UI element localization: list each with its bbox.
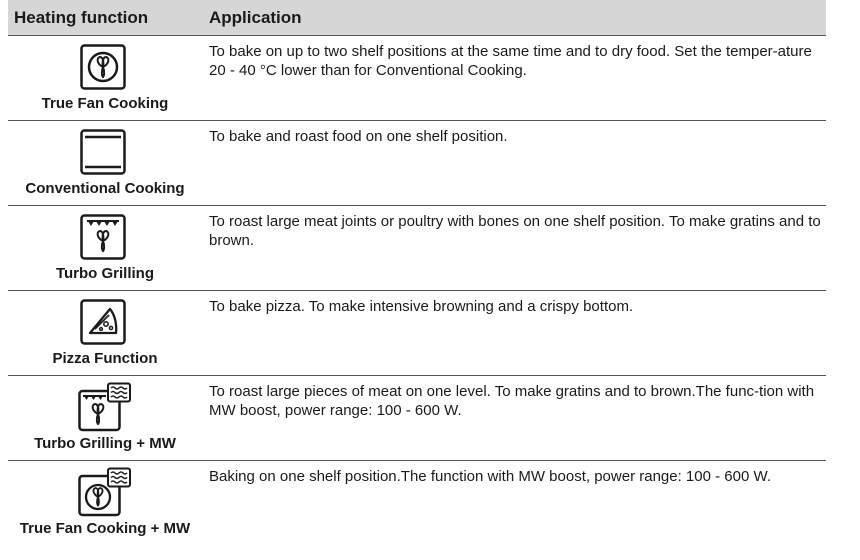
true-fan-cooking-mw-icon xyxy=(78,467,132,517)
heating-functions-table xyxy=(8,0,826,553)
function-application: To roast large meat joints or poultry with bones on one shelf position. To make gratins and to brown. xyxy=(209,213,821,249)
header-application: Application xyxy=(209,8,302,27)
function-name: True Fan Cooking xyxy=(41,95,169,112)
function-name: Pizza Function xyxy=(52,350,158,367)
function-name: Turbo Grilling + MW xyxy=(34,435,176,452)
true-fan-cooking-icon xyxy=(80,44,126,90)
function-name: True Fan Cooking + MW xyxy=(19,520,191,537)
table-row xyxy=(8,205,826,290)
function-application: To bake and roast food on one shelf position. xyxy=(209,128,508,145)
table-row xyxy=(8,120,826,205)
function-application: Baking on one shelf position.The function with MW boost, power range: 100 - 600 W. xyxy=(209,468,771,485)
table-row xyxy=(8,35,826,120)
function-application: To bake pizza. To make intensive browning and a crispy bottom. xyxy=(209,298,634,315)
turbo-grilling-icon xyxy=(80,214,126,260)
header-heating-function: Heating function xyxy=(14,8,149,27)
function-application: To bake on up to two shelf positions at the same time and to dry food. Set the temper-ature 20 - 40 °C lower than for Conventional Cooking. xyxy=(209,43,812,79)
table-header xyxy=(8,0,826,35)
function-name: Turbo Grilling xyxy=(55,265,155,282)
function-application: To roast large pieces of meat on one level. To make gratins and to brown.The func-tion with MW boost, power range: 100 - 600 W. xyxy=(209,383,815,419)
table-row xyxy=(8,375,826,460)
pizza-function-icon xyxy=(80,299,126,345)
conventional-cooking-icon xyxy=(80,129,126,175)
table-row xyxy=(8,290,826,375)
table-row xyxy=(8,460,826,553)
function-name: Conventional Cooking xyxy=(25,180,185,197)
turbo-grilling-mw-icon xyxy=(78,382,132,432)
